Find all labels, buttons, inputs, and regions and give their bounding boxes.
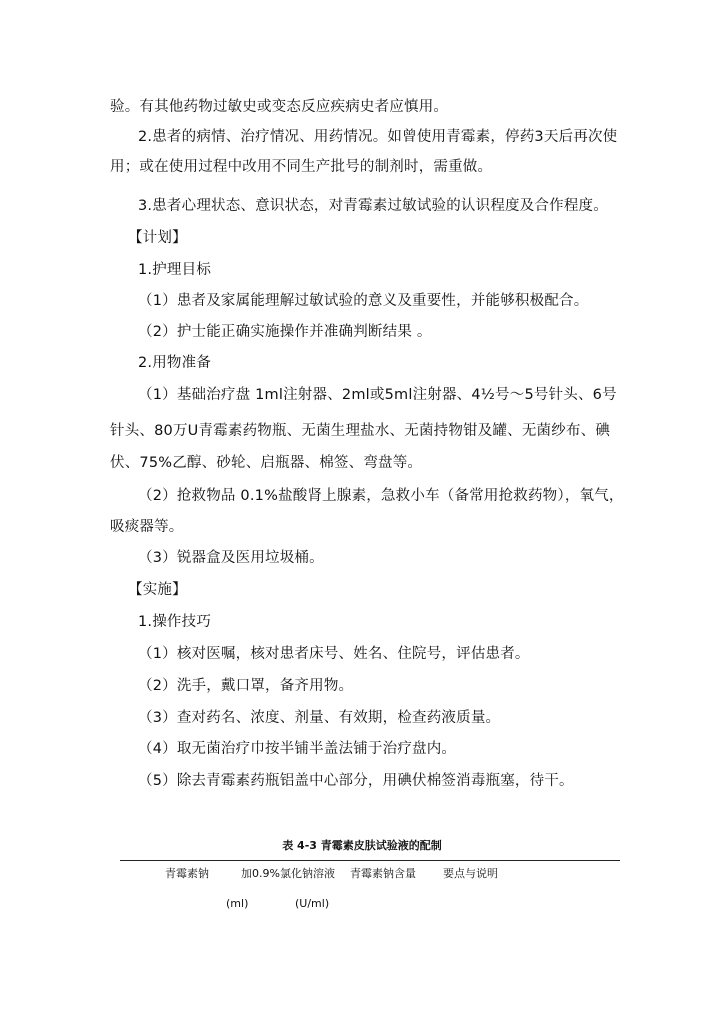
text-line-8: （2）护士能正确实施操作并准确判断结果 。 bbox=[138, 324, 432, 340]
text-line-10: （1）基础治疗盘 1ml注射器、2ml或5ml注射器、4½号～5号针头、6号 bbox=[138, 387, 617, 403]
section-heading-implementation: 【实施】 bbox=[128, 582, 187, 598]
text-line-4: 3.患者心理状态、意识状态，对青霉素过敏试验的认识程度及合作程度。 bbox=[138, 198, 608, 214]
text-line-6: 1.护理目标 bbox=[138, 262, 212, 278]
table-header-notes: 要点与说明 bbox=[443, 867, 498, 880]
text-line-15: （3）锐器盒及医用垃圾桶。 bbox=[138, 550, 324, 566]
text-line-20: （3）查对药名、浓度、剂量、有效期，检查药液质量。 bbox=[138, 710, 501, 726]
section-heading-plan: 【计划】 bbox=[128, 230, 187, 246]
text-line-22: （5）除去青霉素药瓶铝盖中心部分，用碘伏棉签消毒瓶塞，待干。 bbox=[138, 773, 574, 789]
text-line-14: 吸痰器等。 bbox=[110, 519, 184, 535]
text-line-3: 用；或在使用过程中改用不同生产批号的制剂时，需重做。 bbox=[110, 159, 493, 175]
text-line-21: （4）取无菌治疗巾按半铺半盖法铺于治疗盘内。 bbox=[138, 741, 457, 757]
table-header-saline: 加0.9%氯化钠溶液 bbox=[241, 867, 335, 880]
table-header-penicillin-sodium: 青霉素钠 bbox=[165, 867, 209, 880]
text-line-1: 验。有其他药物过敏史或变态反应疾病史者应慎用。 bbox=[110, 99, 449, 115]
text-line-9: 2.用物准备 bbox=[138, 355, 212, 371]
table-header-content: 青霉素钠含量 bbox=[350, 867, 416, 880]
text-line-7: （1）患者及家属能理解过敏试验的意义及重要性，并能够积极配合。 bbox=[138, 293, 589, 309]
table-unit-ml: (ml) bbox=[226, 897, 249, 910]
text-line-17: 1.操作技巧 bbox=[138, 614, 212, 630]
text-line-2: 2.患者的病情、治疗情况、用药情况。如曾使用青霉素，停药3天后再次使 bbox=[138, 129, 618, 145]
table-unit-u-per-ml: (U/ml) bbox=[295, 897, 330, 910]
text-line-11: 针头、80万U青霉素药物瓶、无菌生理盐水、无菌持物钳及罐、无菌纱布、碘 bbox=[110, 423, 611, 439]
text-line-13: （2）抢救物品 0.1%盐酸肾上腺素，急救小车（备常用抢救药物），氧气， bbox=[138, 488, 624, 504]
text-line-18: （1）核对医嘱，核对患者床号、姓名、住院号，评估患者。 bbox=[138, 646, 530, 662]
table-caption: 表 4-3 青霉素皮肤试验液的配制 bbox=[282, 839, 442, 852]
table-top-rule bbox=[120, 860, 620, 861]
text-line-19: （2）洗手，戴口罩，备齐用物。 bbox=[138, 678, 354, 694]
text-line-12: 伏、75%乙醇、砂轮、启瓶器、棉签、弯盘等。 bbox=[110, 455, 423, 471]
